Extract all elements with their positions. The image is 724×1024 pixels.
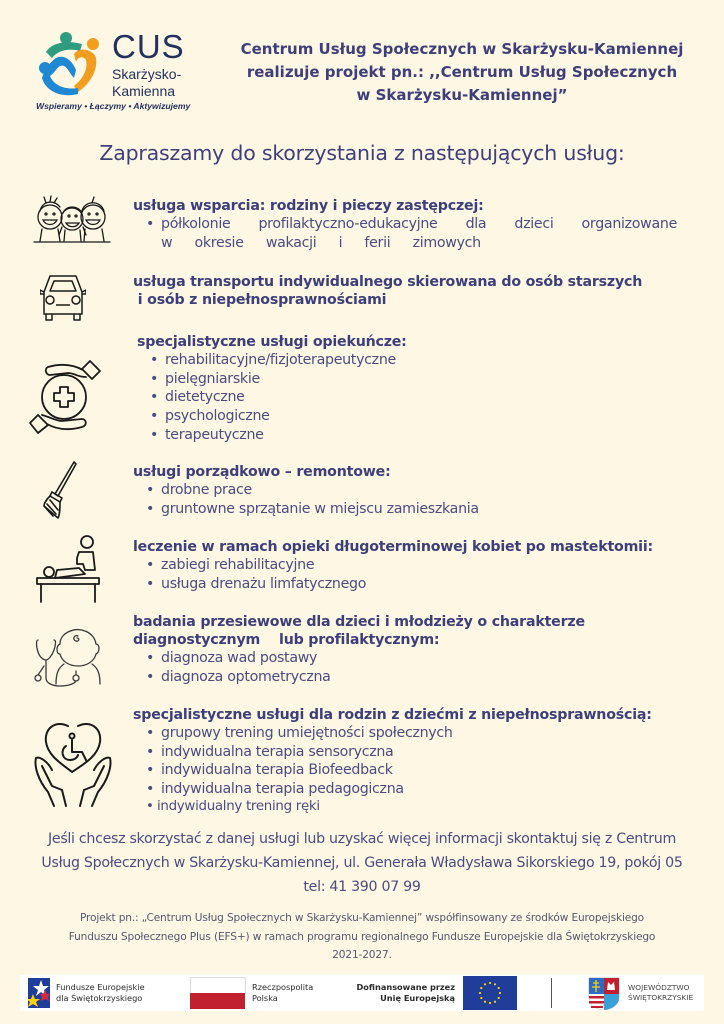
eu-line1: Dofinansowane przez xyxy=(356,982,455,992)
logo-acronym: CUS xyxy=(112,28,185,65)
service-section xyxy=(133,273,693,309)
contact-phone: tel: 41 390 07 99 xyxy=(303,879,421,895)
service-item: • indywidualny trening ręki xyxy=(133,799,693,815)
service-section xyxy=(133,613,693,686)
eu-flag-icon xyxy=(463,976,517,1010)
rp-line2: Polska xyxy=(252,993,278,1003)
service-items xyxy=(133,649,693,686)
service-title-line: i osób z niepełnosprawnościami xyxy=(133,292,387,308)
service-title: specjalistyczne usługi dla rodzin z dziećmi z niepełnosprawnością: xyxy=(133,707,652,723)
car-icon xyxy=(40,272,86,322)
service-title-line: badania przesiewowe dla dzieci i młodzieży o charakterze xyxy=(133,614,585,630)
massage-therapy-icon xyxy=(35,534,101,604)
logo-city-line2: Kamienna xyxy=(112,83,176,99)
fe-stars-icon xyxy=(28,978,50,1008)
logo-divider xyxy=(551,978,552,1008)
service-item: • diagnoza wad postawy xyxy=(133,649,693,668)
service-item: • pielęgniarskie xyxy=(137,370,697,389)
service-item: • dietetyczne xyxy=(137,388,697,407)
cus-logo xyxy=(36,30,206,114)
region-line2: ŚWIĘTOKRZYSKIE xyxy=(628,993,694,1002)
contact-line: Usług Społecznych w Skarżysku-Kamiennej, ul. Generała Władysława Sikorskiego 19, pokój 05 xyxy=(41,855,683,871)
project-note-line: Projekt pn.: „Centrum Usług Społecznych w Skarżysku-Kamiennej” współfinsowany ze środków Europejskiego xyxy=(79,912,645,924)
project-note-line: Funduszu Społecznego Plus (EFS+) w ramach programu regionalnego Fundusze Europejskie dla Świętokrzyskiego xyxy=(68,930,656,943)
service-title: leczenie w ramach opieki długoterminowej kobiet po mastektomii: xyxy=(133,539,653,555)
pl-flag-red xyxy=(190,993,245,1009)
header-title xyxy=(222,38,702,107)
child-stethoscope-icon xyxy=(34,626,104,688)
children-icon xyxy=(32,193,112,249)
service-item: • półkolonie profilaktyczno-edukacyjne dla dzieci organizowane w okresie wakacji i ferii zimowych xyxy=(133,215,677,252)
service-items xyxy=(133,215,693,252)
intro-heading: Zapraszamy do skorzystania z następujących usług: xyxy=(99,141,625,165)
service-item: • indywidualna terapia sensoryczna xyxy=(133,743,693,762)
logo-tagline: Wspieramy • Łączymy • Aktywizujemy xyxy=(36,101,191,111)
fe-logo xyxy=(28,975,178,1011)
header-title-line: Centrum Usług Społecznych w Skarżysku-Kamiennej xyxy=(240,40,684,58)
care-hands-medical-icon xyxy=(28,355,102,438)
funding-logos-bar xyxy=(20,975,704,1011)
header-title-line: w Skarżysku-Kamiennej” xyxy=(356,86,568,104)
contact-info xyxy=(20,827,704,899)
region-coat-of-arms-icon xyxy=(588,977,620,1010)
service-title: usługa wsparcia: rodziny i pieczy zastępczej: xyxy=(133,198,484,214)
rp-logo xyxy=(190,975,340,1011)
service-items xyxy=(133,481,693,518)
service-items xyxy=(133,724,693,815)
eu-logo xyxy=(345,975,525,1011)
service-item: • usługa drenażu limfatycznego xyxy=(133,575,693,594)
rp-line1: Rzeczpospolita xyxy=(252,982,314,992)
project-funding-note xyxy=(20,909,704,965)
service-title-line: diagnostycznym lub profilaktycznym: xyxy=(133,632,440,648)
service-items xyxy=(137,351,697,445)
service-item: • grupowy trening umiejętności społecznych xyxy=(133,724,693,743)
service-item: • zabiegi rehabilitacyjne xyxy=(133,556,693,575)
region-line1: WOJEWÓDZTWO xyxy=(628,983,690,992)
service-item: • diagnoza optometryczna xyxy=(133,668,693,687)
service-item: • indywidualna terapia Biofeedback xyxy=(133,761,693,780)
hands-heart-wheelchair-icon xyxy=(32,720,114,810)
service-item: • indywidualna terapia pedagogiczna xyxy=(133,780,693,799)
service-section xyxy=(133,706,693,815)
service-section xyxy=(133,538,693,593)
service-item: • rehabilitacyjne/fizjoterapeutyczne xyxy=(137,351,697,370)
broom-icon xyxy=(42,460,78,522)
header-title-line: realizuje projekt pn.: ,,Centrum Usług Społecznych xyxy=(246,63,678,81)
region-logo xyxy=(588,975,704,1011)
fe-line1: Fundusze Europejskie xyxy=(56,982,145,992)
contact-line: Jeśli chcesz skorzystać z danej usługi lub uzyskać więcej informacji skontaktuj się z Centrum xyxy=(48,831,676,847)
cus-people-heart-icon xyxy=(38,30,104,98)
eu-line2: Unię Europejską xyxy=(380,993,455,1003)
service-title: specjalistyczne usługi opiekuńcze: xyxy=(137,334,407,350)
service-section xyxy=(133,197,693,252)
project-note-line: 2021-2027. xyxy=(332,949,392,962)
service-item: • terapeutyczne xyxy=(137,426,697,445)
service-item: • psychologiczne xyxy=(137,407,697,426)
service-title: usługi porządkowo – remontowe: xyxy=(133,464,391,480)
fe-line2: dla Świętokrzyskiego xyxy=(56,993,143,1003)
service-item: • gruntowne sprzątanie w miejscu zamieszkania xyxy=(133,500,693,519)
service-items xyxy=(133,556,693,593)
service-section xyxy=(133,463,693,518)
service-title-line: usługa transportu indywidualnego skierowana do osób starszych xyxy=(133,274,643,290)
logo-city-line1: Skarżysko- xyxy=(112,66,182,82)
pl-flag-white xyxy=(190,977,246,994)
service-section xyxy=(137,333,697,445)
service-item: • drobne prace xyxy=(133,481,693,500)
